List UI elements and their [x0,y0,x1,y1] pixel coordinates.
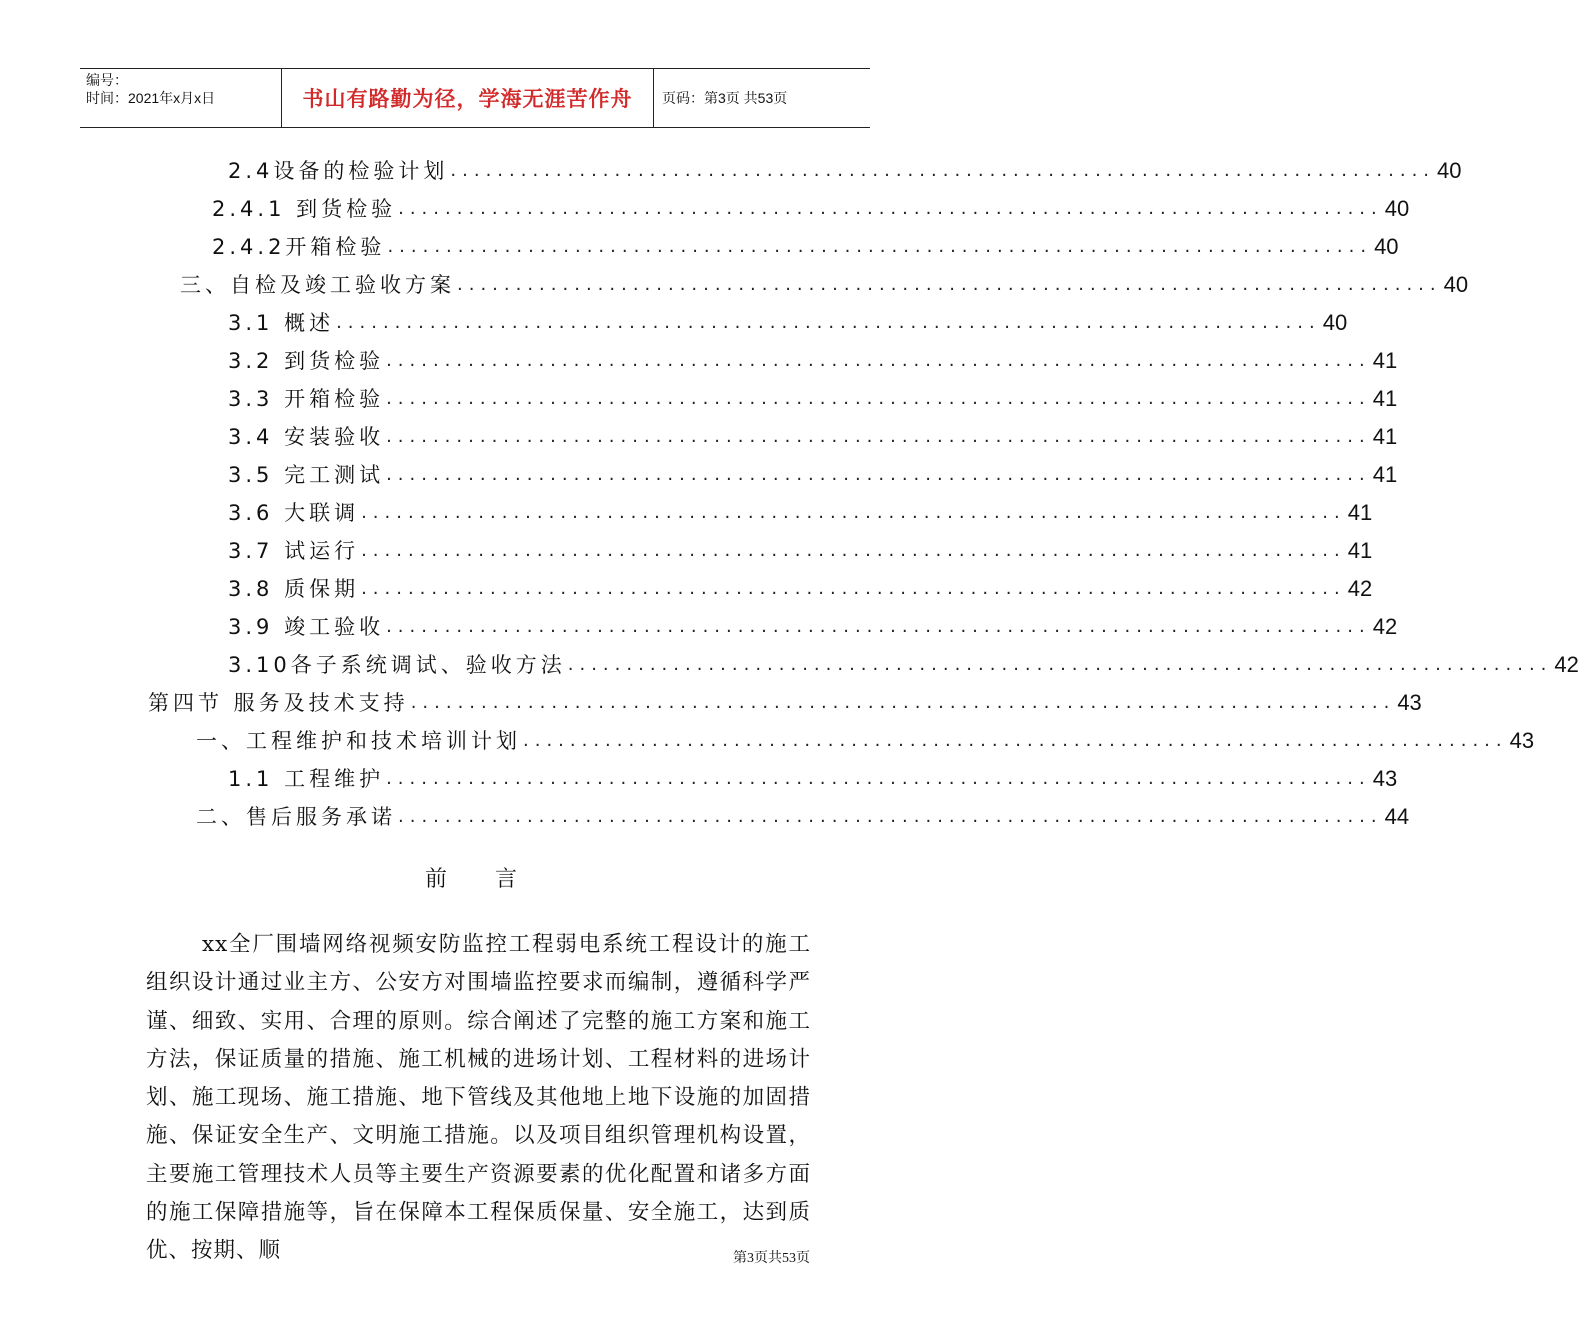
toc-page: 40 [1437,158,1462,183]
toc-page: 40 [1374,234,1399,259]
date-line: 时间：2021年x月x日 [86,90,216,106]
toc-entry[interactable] [228,378,1398,412]
motto-text: 书山有路勤为径，学海无涯苦作舟 [302,87,633,111]
toc-entry[interactable] [228,302,1348,336]
toc-label: 3.9 竣工验收 [228,615,385,639]
toc-label: 3.8 质保期 [228,577,360,601]
toc-leader: .................................................................................... [523,730,1508,751]
toc-label: 3.10各子系统调试、验收方法 [228,653,566,677]
toc-page: 41 [1347,500,1373,525]
toc-page: 42 [1372,614,1398,639]
toc-page: 41 [1372,462,1398,487]
page-header [80,68,870,128]
toc-leader: .................................................................................... [386,464,1371,485]
toc-entry[interactable] [228,492,1373,526]
toc-label: 3.4 安装验收 [228,425,385,449]
toc-label: 3.7 试运行 [228,539,360,563]
toc-leader: .................................................................................... [361,540,1346,561]
toc-page: 44 [1384,804,1410,829]
header-page-cell [654,69,870,127]
toc-leader: .................................................................................... [386,426,1371,447]
preface-text: xx全厂围墙网络视频安防监控工程弱电系统工程设计的施工组织设计通过业主方、公安方对围墙监控要求而编制，遵循科学严谨、细致、实用、合理的原则。综合阐述了完整的施工方案和施工方法，保证质量的措施、施工机械的进场计划、工程材料的进场计划、施工现场、施工措施、地下管线及其他地上地下设施的加固措施、保证安全生产、文明施工措施。以及项目组织管理机构设置，主要施工管理技术人员等主要生产资源要素的优化配置和诸多方面的施工保障措施等，旨在保障本工程保质保量、安全施工，达到质优、按期、顺 [146,932,811,1264]
toc-entry[interactable] [228,340,1398,374]
toc-label: 第四节 服务及技术支持 [148,691,409,715]
toc-leader: .................................................................................... [410,692,1396,713]
toc-entry[interactable] [228,758,1398,792]
toc-leader: .................................................................................... [398,806,1383,827]
toc-leader: .................................................................................... [457,274,1442,295]
toc-label: 3.6 大联调 [228,501,360,525]
toc-entry[interactable] [228,568,1373,602]
toc-label: 三、自检及竣工验收方案 [180,273,455,297]
serial-number: 编号： [86,72,128,88]
toc-leader: .................................................................................... [387,236,1373,257]
toc-label: 2.4.1 到货检验 [212,197,397,221]
toc-page: 42 [1347,576,1373,601]
toc-page: 43 [1509,728,1535,753]
toc-leader: .................................................................................... [450,160,1436,181]
toc-page: 43 [1372,766,1398,791]
header-motto-cell [282,69,654,127]
toc-entry[interactable] [228,416,1398,450]
toc-page: 41 [1372,386,1398,411]
toc-entry[interactable] [196,796,1410,830]
toc-label: 3.3 开箱检验 [228,387,385,411]
toc-label: 3.5 完工测试 [228,463,385,487]
preface-paragraph [146,926,811,1271]
preface-title: 前言 [424,867,565,892]
toc-leader: .................................................................................... [567,654,1553,675]
toc-label: 3.1 概述 [228,311,335,335]
header-page-info: 页码：第3页 共53页 [662,90,788,106]
toc-page: 42 [1554,652,1579,677]
toc-page: 41 [1372,424,1398,449]
toc-page: 41 [1372,348,1398,373]
toc-leader: .................................................................................... [336,312,1321,333]
toc-leader: .................................................................................... [398,198,1383,219]
toc-entry[interactable] [228,454,1398,488]
toc-page: 40 [1384,196,1410,221]
toc-page: 40 [1322,310,1348,335]
toc-entry[interactable] [196,720,1535,754]
toc-label: 3.2 到货检验 [228,349,385,373]
toc-entry[interactable] [228,644,1579,678]
toc-entry[interactable] [228,530,1373,564]
toc-label: 二、售后服务承诺 [196,805,396,829]
page-footer: 第3页共53页 [733,1251,810,1266]
toc-page: 43 [1397,690,1422,715]
toc-entry[interactable] [228,150,1462,184]
toc-label: 2.4.2开箱检验 [212,235,386,259]
toc-entry[interactable] [148,682,1422,716]
toc-leader: .................................................................................... [361,502,1346,523]
toc-leader: .................................................................................... [386,616,1371,637]
toc-leader: .................................................................................... [386,350,1371,371]
toc-entry[interactable] [228,606,1398,640]
toc-label: 1.1 工程维护 [228,767,385,791]
toc-page: 40 [1443,272,1469,297]
toc-leader: .................................................................................... [386,388,1371,409]
toc-entry[interactable] [212,226,1399,260]
toc-leader: .................................................................................... [361,578,1346,599]
toc-label: 2.4设备的检验计划 [228,159,449,183]
header-meta [80,69,282,127]
toc-label: 一、工程维护和技术培训计划 [196,729,521,753]
toc-entry[interactable] [212,188,1410,222]
toc-leader: .................................................................................... [386,768,1371,789]
toc-entry[interactable] [180,264,1469,298]
toc-page: 41 [1347,538,1373,563]
